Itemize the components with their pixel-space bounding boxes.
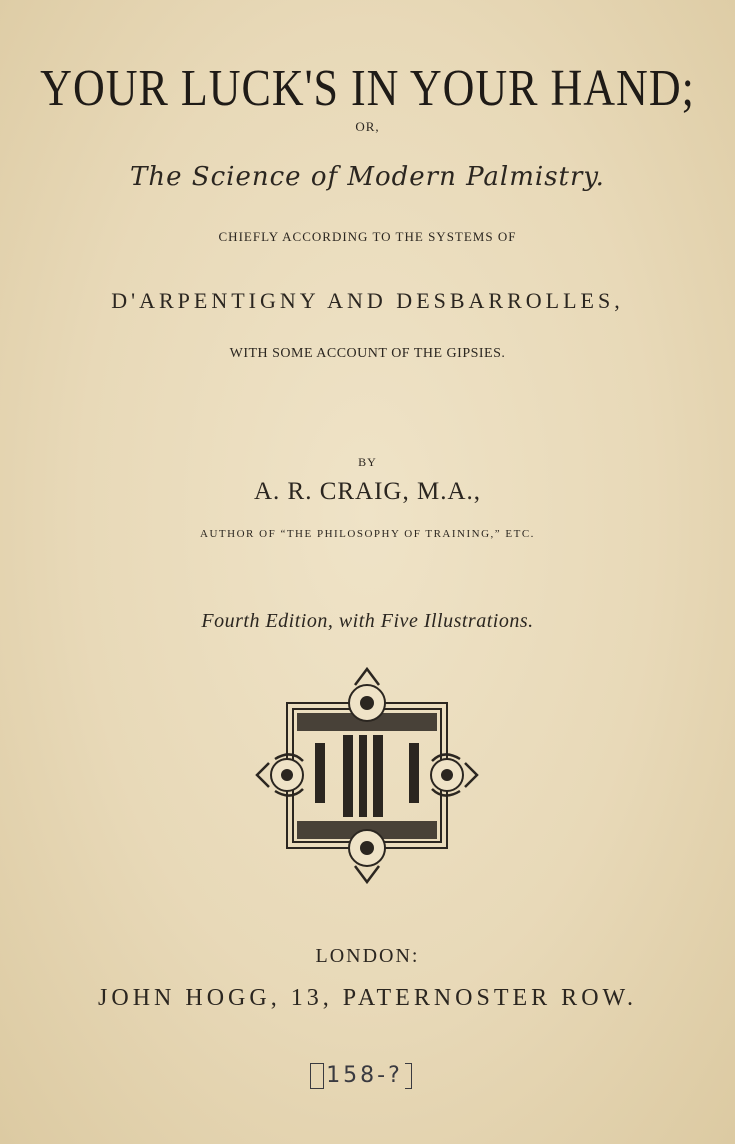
shelfmark-bracket-right — [405, 1063, 412, 1089]
book-title: YOUR LUCK'S IN YOUR HAND; — [40, 59, 695, 117]
shelfmark-bracket-left — [310, 1063, 324, 1089]
or-connector: OR, — [355, 119, 380, 134]
publisher-imprint: JOHN HOGG, 13, PATERNOSTER ROW. — [98, 985, 637, 1011]
author-credits: AUTHOR OF “THE PHILOSOPHY OF TRAINING,” ETC. — [200, 528, 535, 540]
edition-note: Fourth Edition, with Five Illustrations. — [201, 610, 534, 632]
subtitle: The Science of Modern Palmistry. — [130, 162, 605, 192]
printer-ornament-icon — [255, 663, 480, 888]
publication-city: LONDON: — [315, 945, 420, 967]
gipsies-note: WITH SOME ACCOUNT OF THE GIPSIES. — [229, 346, 506, 361]
systems-authors: D'ARPENTIGNY AND DESBARROLLES, — [111, 288, 624, 313]
by-label: BY — [358, 455, 377, 469]
library-shelfmark — [281, 1063, 441, 1108]
author-name: A. R. CRAIG, M.A., — [253, 478, 482, 505]
systems-intro: CHIEFLY ACCORDING TO THE SYSTEMS OF — [218, 229, 517, 244]
shelfmark-text: 158-? — [326, 1063, 403, 1088]
